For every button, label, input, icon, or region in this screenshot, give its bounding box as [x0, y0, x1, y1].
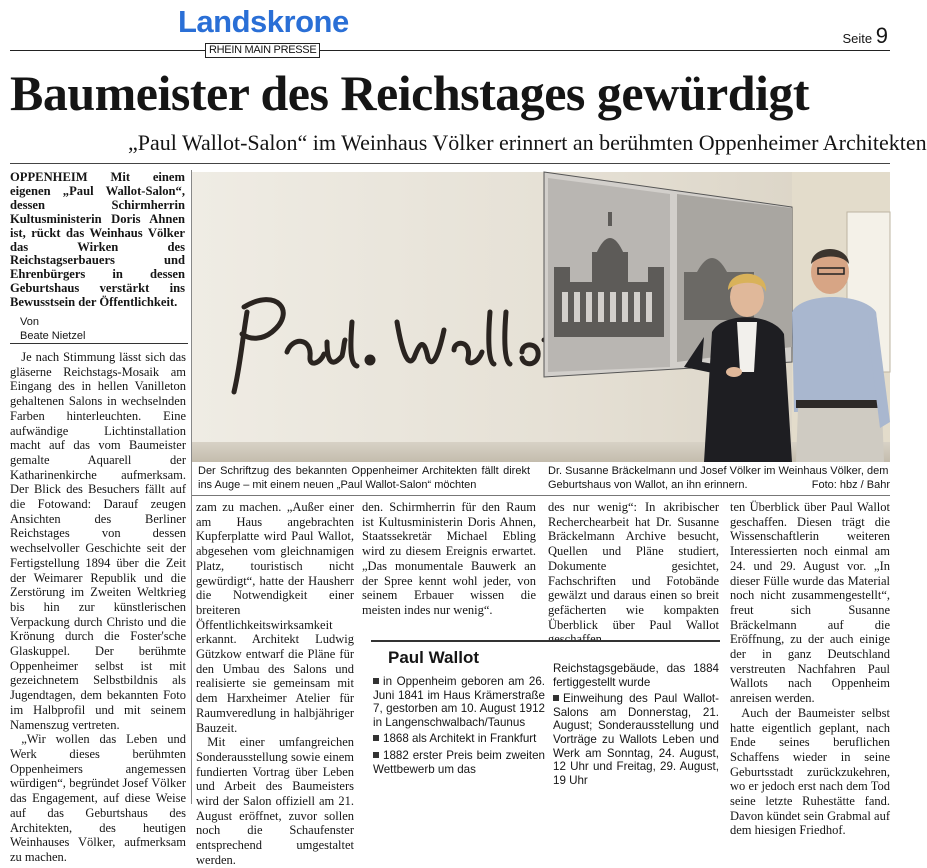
masthead-rule [10, 50, 890, 51]
byline-prefix: Von [20, 316, 39, 328]
info-box-right-column [553, 662, 719, 790]
bullet-square-icon [553, 695, 559, 701]
info-item-text: 1882 erster Preis beim zweiten Wettbewerb um das [373, 748, 545, 776]
publisher-label: RHEIN MAIN PRESSE [205, 43, 320, 58]
paragraph: „Wir wollen das Leben und Werk dieses berühmten Oppenheimers angemessen würdigen“, begründet Josef Völker das Engagement, auf diese Weise auf das Geburtshaus des Architekten, des heutigen Weinhauses Völker, aufmerksam zu machen. [10, 732, 186, 864]
article-column-5 [730, 500, 890, 838]
article-column-3 [362, 500, 536, 632]
info-item [373, 749, 545, 776]
paragraph: den. Schirmherrin für den Raum ist Kultusministerin Doris Ahnen, Staatssekretär Michael Ebling wird zu diesem Ereignis erwartet. „Das monumentale Bauwerk an der Spree kennt wohl jeder, von seinem Erbauer wissen die meisten indes nur wenig“. [362, 500, 536, 617]
byline-name: Beate Nietzel [20, 330, 86, 342]
info-item [553, 692, 719, 787]
headline: Baumeister des Reichstages gewürdigt [10, 65, 810, 121]
lead-paragraph [10, 171, 185, 310]
photo-caption-left: Der Schriftzug des bekannten Oppenheimer Architekten fällt direkt ins Auge – mit einem neuen „Paul Wallot-Salon“ möchten [198, 465, 530, 491]
paragraph: des nur wenig“: In akribischer Recherchearbeit hat Dr. Susanne Bräckelmann Archive besucht, Quellen und Pläne studiert, Dokumente gesichtet, Fachschriften und Fotobände gewälzt und daraus einen so breit gefächerten wie kompakten Überblick über Paul Wallot [548, 500, 719, 632]
article-column-2 [196, 500, 354, 867]
subheadline: „Paul Wallot-Salon“ im Weinhaus Völker erinnert an berühmten Oppenheimer Architekten [128, 130, 927, 155]
paragraph: ten Überblick über Paul Wallot geschaffen. Diesen trägt die Wissenschaftlerin weiteren Interessierten noch einmal am 24. und 29. August vor. „In dieser Fülle wurde das Material noch nicht zusammengestellt“, freut sich Susanne Bräckelmann auf die Eröffnung, zu der auch einige der in ganz Deutschland verstreuten Nachfahren Paul Wallots nach Oppenheim anreisen werden. [730, 500, 890, 706]
paragraph: Je nach Stimmung lässt sich das gläserne Reichstags-Mosaik am Eingang des in hellen Vanilleton gehaltenen Salons in wechselnden Farben hinterleuchten. Eine aufwändige Lichtinstallation macht auf das vom Baumeister gemalte Aquarell der Katharinenkirche aufmerksam. Der Blick des Besuchers fällt auf die Fotowand: Darauf zeugen Ansichten des Berliner Reichstages von dessen wechselvoller Geschichte seit der Fertigstellung 1894 über die Zeit der Weimarer Republik und die Zerstörung im Zweiten Weltkrieg bis hin zur künstlerischen Verpackung durch Christo und die Krönung durch die Foster'sche Glaskuppel. Der berühmte Oppenheimer selbst ist mit gezeichnetem Selbstbildnis als Jugendtagen, dem bekannten Foto im Halbprofil und mit seinem Namenszug vertreten. [10, 350, 186, 732]
byline [20, 315, 85, 343]
page-number-value: 9 [875, 23, 888, 48]
paragraph: Mit einer umfangreichen Sonderausstellung sowie einem fundierten Vortrag über Leben und Arbeit des Baumeisters wird der Salon offiziell am 21. August eröffnet, zuvor sollen noch die Schaufenster entsprechend umgestaltet werden. [196, 735, 354, 867]
paragraph: Auch der Baumeister selbst hatte eigentlich geplant, nach Ende seines beruflichen Schaffens wieder in seine Geburtsstadt zurückzukehren, wo er jedoch erst nach dem Tod seine letzte Ruhestätte fand. Davon kündet sein Grabmal auf dem hiesigen Friedhof. [730, 705, 890, 838]
lead-text: Mit einem eigenen „Paul Wallot-Salon“, dessen Schirmherrin Kultusministerin Doris Ahnen ist, rückt das Weinhaus Völker das Wirken des Reichstagserbauers und Ehrenbürgers in dessen Geburtshaus verstärkt ins Bewusstsein der Öffentlichkeit. [10, 170, 185, 310]
bullet-square-icon [373, 678, 379, 684]
photo-illustration [192, 172, 890, 462]
caption-text: Dr. Susanne Bräckelmann und Josef Völker im Weinhaus Völker, dem Geburtshaus von Wallot, an ihn erinnern. [548, 465, 889, 491]
caption-rule [192, 495, 890, 496]
info-box-title: Paul Wallot [388, 648, 479, 667]
bullet-square-icon [373, 735, 379, 741]
paragraph: zam zu machen. „Außer einer am Haus angebrachten Kupferplatte wird Paul Wallot, abgesehen vom gleichnamigen Platz, touristisch nicht gewürdigt“, hatte der Hausherr die Notwendigkeit einer breiteren Öffentlichkeitswirksamkeit erkannt. Architekt Ludwig Gützkow entwarf die Pläne für den Umbau des Salons und realisierte sie gemeinsam mit dem Harxheimer Atelier für Raumveredlung in halbjähriger Bauzeit. [196, 500, 354, 735]
info-box-left-column [373, 675, 545, 779]
info-item-text: in Oppenheim geboren am 26. Juni 1841 im Haus Krämerstraße 7, gestorben am 10. August 1912 in Langenschwalbach/Taunus [373, 675, 545, 729]
info-item-text: Einweihung des Paul Wallot-Salons am Donnerstag, 21. August; Sonderausstellung und Vorträge zu Wallots Leben und Werk am Sonntag, 24. August, 12 Uhr und Freitag, 29. August, 19 Uhr [553, 692, 719, 787]
page-number [842, 23, 888, 49]
page-label: Seite [842, 31, 873, 46]
article-column-4 [548, 500, 719, 632]
article-column-1 [10, 350, 186, 864]
newspaper-brand: Landskrone [178, 4, 349, 39]
dateline: OPPENHEIM [10, 170, 88, 184]
info-item-text: 1868 als Architekt in Frankfurt [383, 732, 537, 746]
byline-rule [10, 343, 188, 344]
bullet-square-icon [373, 752, 379, 758]
info-item [373, 675, 545, 729]
article-photo [192, 172, 890, 462]
photo-credit: Foto: hbz / Bahr [811, 479, 890, 491]
info-item-continuation: Reichstagsgebäude, das 1884 fertiggestellt wurde [553, 662, 719, 689]
photo-caption-right [548, 464, 890, 492]
headline-rule [10, 163, 890, 164]
info-item [373, 732, 545, 746]
